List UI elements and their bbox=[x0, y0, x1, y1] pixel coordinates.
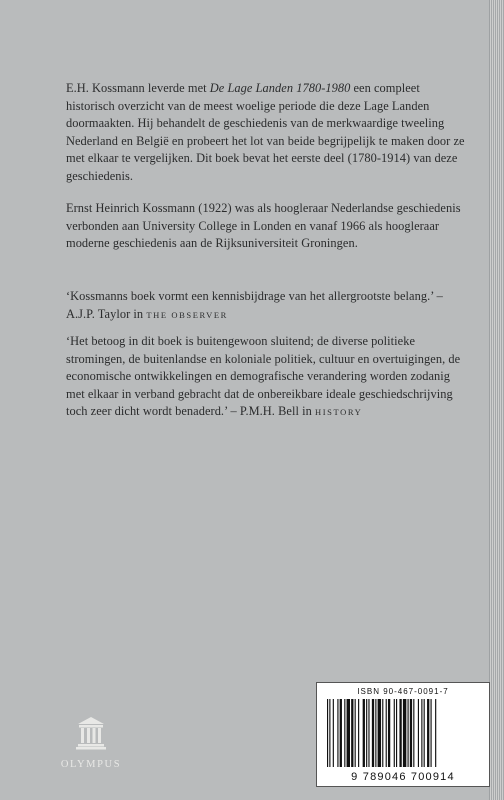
barcode-bar bbox=[431, 699, 432, 767]
publisher-logo bbox=[46, 716, 136, 770]
barcode-bar bbox=[410, 699, 412, 767]
barcode-bar bbox=[408, 699, 409, 767]
barcode-bars bbox=[325, 699, 481, 767]
barcode-bar bbox=[327, 699, 328, 767]
barcode-bar bbox=[399, 699, 401, 767]
quote-source: THE OBSERVER bbox=[146, 309, 228, 320]
description-paragraph bbox=[66, 80, 466, 185]
author-bio bbox=[66, 200, 466, 253]
barcode-bar bbox=[340, 699, 342, 767]
quote-text: ‘Het betoog in dit boek is buitengewoon sluitend; de diverse politieke stromingen, de buitenlandse en koloniale politiek, cultuur en overtuigingen, de economische ontwikkelingen en demografische verandering worden zodanig met elkaar in verband gebracht dat de onbereikbare ideale geschiedschrijving toch zeer dicht wordt benaderd.’ – P.M.H. Bell in bbox=[66, 334, 461, 418]
review-quote-taylor bbox=[66, 288, 466, 324]
barcode-bar bbox=[358, 699, 359, 767]
quote-text: ‘Kossmanns boek vormt een kennisbijdrage van het allergrootste belang.’ – A.J.P. Taylor in bbox=[66, 289, 443, 321]
isbn-label: ISBN 90-467-0091-7 bbox=[357, 687, 449, 696]
intro-text: E.H. Kossmann leverde met bbox=[66, 81, 210, 95]
barcode-bar bbox=[413, 699, 414, 767]
barcode-bar bbox=[372, 699, 374, 767]
description-text: een compleet historisch overzicht van de meest woelige periode die deze Lage Landen doormaakten. Hij behandelt de geschiedenis van de merkwaardige tweeling Nederland en België en probeert het lot van beide begrijpelijk te maken door ze met elkaar te vergelijken. Dit boek bevat het eerste deel (1780-1914) van deze geschiedenis. bbox=[66, 81, 465, 183]
barcode-bar bbox=[347, 699, 350, 767]
barcode-bar bbox=[344, 699, 345, 767]
barcode-bar bbox=[382, 699, 383, 767]
barcode-bar bbox=[388, 699, 390, 767]
ean-number: 9 789046 700914 bbox=[351, 771, 455, 783]
temple-icon bbox=[76, 716, 106, 750]
page-edges bbox=[490, 0, 504, 800]
barcode-bar bbox=[427, 699, 429, 767]
barcode-bar bbox=[394, 699, 395, 767]
barcode-bar bbox=[386, 699, 387, 767]
barcode-bar bbox=[333, 699, 334, 767]
barcode-bar bbox=[418, 699, 419, 767]
barcode-bar bbox=[368, 699, 369, 767]
barcode-bar bbox=[351, 699, 353, 767]
barcode-bar bbox=[396, 699, 397, 767]
barcode-bar bbox=[378, 699, 381, 767]
quote-source: HISTORY bbox=[315, 407, 363, 417]
review-quote-bell bbox=[66, 333, 466, 422]
barcode-bar bbox=[421, 699, 422, 767]
barcode-bar bbox=[329, 699, 330, 767]
book-title: De Lage Landen 1780-1980 bbox=[209, 81, 351, 95]
barcode-bar bbox=[366, 699, 367, 767]
barcode bbox=[316, 682, 490, 787]
publisher-name: OLYMPUS bbox=[60, 759, 122, 770]
barcode-bar bbox=[375, 699, 376, 767]
barcode-bar bbox=[403, 699, 406, 767]
barcode-bar bbox=[363, 699, 365, 767]
barcode-bar bbox=[435, 699, 436, 767]
author-bio-text: Ernst Heinrich Kossmann (1922) was als hoogleraar Nederlandse geschiedenis verbonden aan University College in Londen en vanaf 1966 als hoogleraar moderne geschiedenis aan de Rijksuniversiteit Groningen. bbox=[66, 201, 461, 250]
barcode-bar bbox=[337, 699, 338, 767]
barcode-bar bbox=[424, 699, 425, 767]
barcode-bar bbox=[355, 699, 356, 767]
